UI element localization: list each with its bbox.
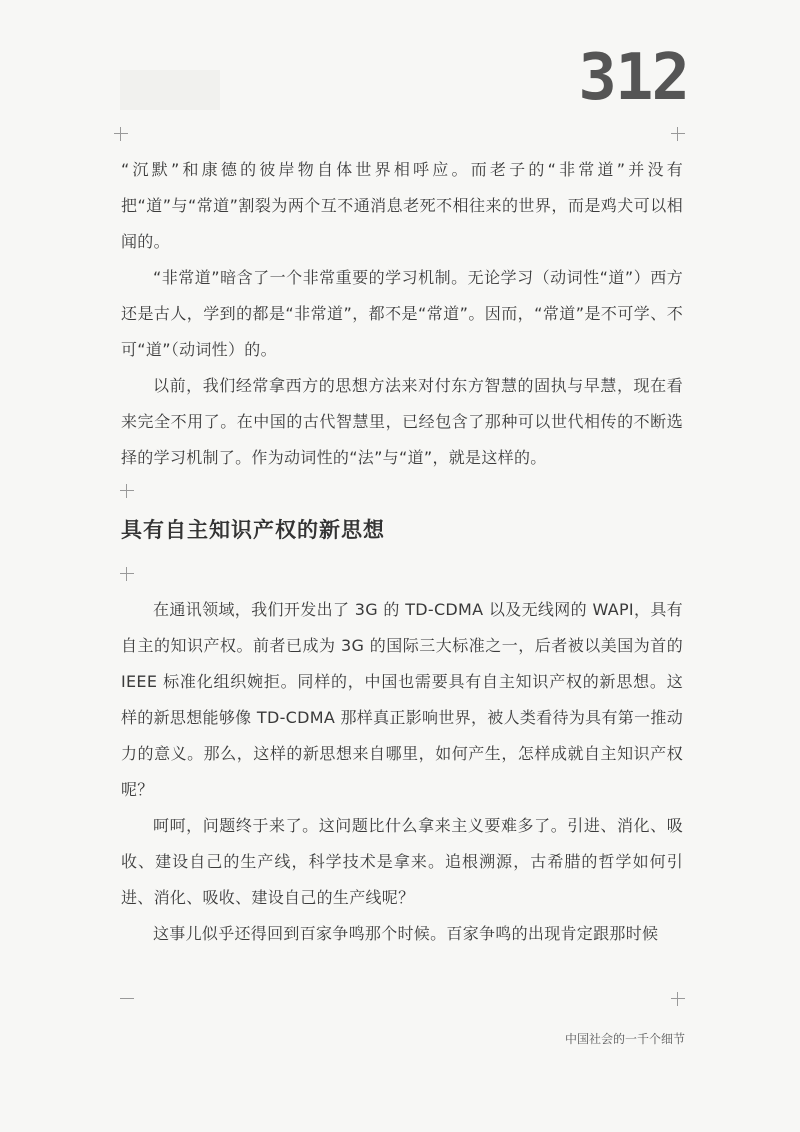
paragraph-5: 呵呵，问题终于来了。这问题比什么拿来主义要难多了。引进、消化、吸收、建设自己的生产线，科学技术是拿来。追根溯源，古希腊的哲学如何引进、消化、吸收、建设自己的生产线呢？	[121, 816, 683, 907]
body-text-lower	[121, 592, 683, 952]
page-number: 312	[578, 41, 688, 115]
crop-mark-top-right	[671, 127, 685, 141]
crop-mark-bottom-right	[671, 992, 685, 1006]
paragraph-3: 以前，我们经常拿西方的思想方法来对付东方智慧的固执与早慧，现在看来完全不用了。在中国的古代智慧里，已经包含了那种可以世代相传的不断选择的学习机制了。作为动词性的“法”与“道”，就是这样的。	[121, 376, 683, 467]
crop-mark-top-left	[114, 127, 128, 141]
section-title: 具有自主知识产权的新思想	[121, 518, 385, 542]
running-footer: 中国社会的一千个细节	[564, 1032, 685, 1046]
crop-mark-mid-lower	[120, 567, 134, 581]
faded-header-mark	[120, 70, 220, 110]
paragraph-6: 这事儿似乎还得回到百家争鸣那个时候。百家争鸣的出现肯定跟那时候	[153, 924, 659, 943]
paragraph-1: “沉默”和康德的彼岸物自体世界相呼应。而老子的“非常道”并没有把“道”与“常道”割裂为两个互不通消息老死不相往来的世界，而是鸡犬可以相闻的。	[121, 160, 683, 251]
crop-mark-bottom-left	[120, 992, 134, 1006]
crop-mark-mid-upper	[120, 484, 134, 498]
paragraph-4: 在通讯领域，我们开发出了 3G 的 TD-CDMA 以及无线网的 WAPI，具有自主的知识产权。前者已成为 3G 的国际三大标准之一，后者被以美国为首的 IEEE 标准化组织婉拒。同样的，中国也需要具有自主知识产权的新思想。这样的新思想能够像 TD-CDMA 那样真正影响世界，被人类看待为具有第一推动力的意义。那么，这样的新思想来自哪里，如何产生，怎样成就自主知识产权呢？	[121, 600, 683, 799]
paragraph-2: “非常道”暗含了一个非常重要的学习机制。无论学习（动词性“道”）西方还是古人，学到的都是“非常道”，都不是“常道”。因而，“常道”是不可学、不可“道”（动词性）的。	[121, 268, 683, 359]
body-text-upper	[121, 152, 683, 476]
